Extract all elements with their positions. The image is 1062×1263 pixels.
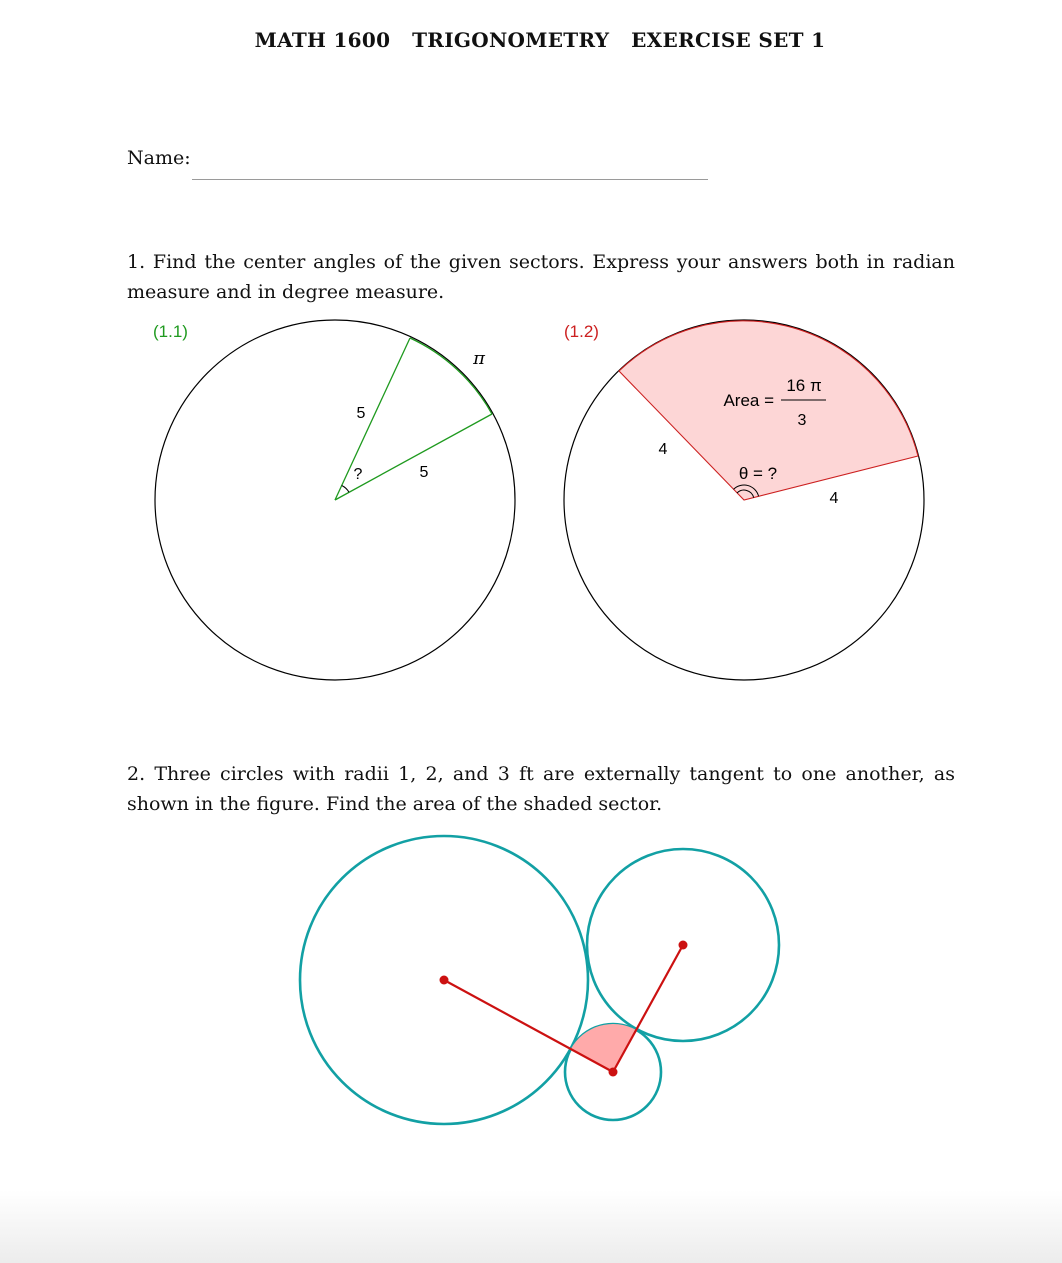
center-point-radius-3 xyxy=(440,976,449,985)
radius-label-1-1-b: 5 xyxy=(419,464,429,481)
radius-1-1-b xyxy=(335,414,492,500)
radius-1-1-a xyxy=(335,338,410,500)
problem-1-number: 1. xyxy=(127,251,146,273)
arc-label-1-1: π xyxy=(473,348,485,369)
page-title: MATH 1600 TRIGONOMETRY EXERCISE SET 1 xyxy=(254,28,826,52)
problem-1-text: Find the center angles of the given sectors. Express your answers both in radian measure and in degree measure. xyxy=(127,251,955,303)
angle-marker-1-1 xyxy=(342,486,349,493)
problem-2-text: Three circles with radii 1, 2, and 3 ft are externally tangent to one another, as shown in the figure. Find the area of the shaded sector. xyxy=(127,763,955,815)
angle-label-1-1: ? xyxy=(353,466,363,483)
angle-label-1-2: θ = ? xyxy=(738,464,778,483)
area-numerator: 16 π xyxy=(786,376,822,395)
area-prefix: Area = xyxy=(723,391,774,410)
figure-2 xyxy=(300,836,779,1124)
figure-1-1-label: (1.1) xyxy=(153,322,188,341)
name-label: Name: xyxy=(127,147,191,169)
radius-label-1-2-a: 4 xyxy=(658,441,668,458)
radius-label-1-2-b: 4 xyxy=(829,490,839,507)
figure-1-2-label: (1.2) xyxy=(564,322,599,341)
figure-1-2 xyxy=(564,320,924,680)
center-segment-1-to-2 xyxy=(613,945,683,1072)
center-point-radius-1 xyxy=(609,1068,618,1077)
radius-label-1-1-a: 5 xyxy=(356,405,366,422)
center-point-radius-2 xyxy=(679,941,688,950)
figure-1-1 xyxy=(153,320,515,680)
problem-2-number: 2. xyxy=(127,763,146,785)
area-denominator: 3 xyxy=(797,412,807,429)
